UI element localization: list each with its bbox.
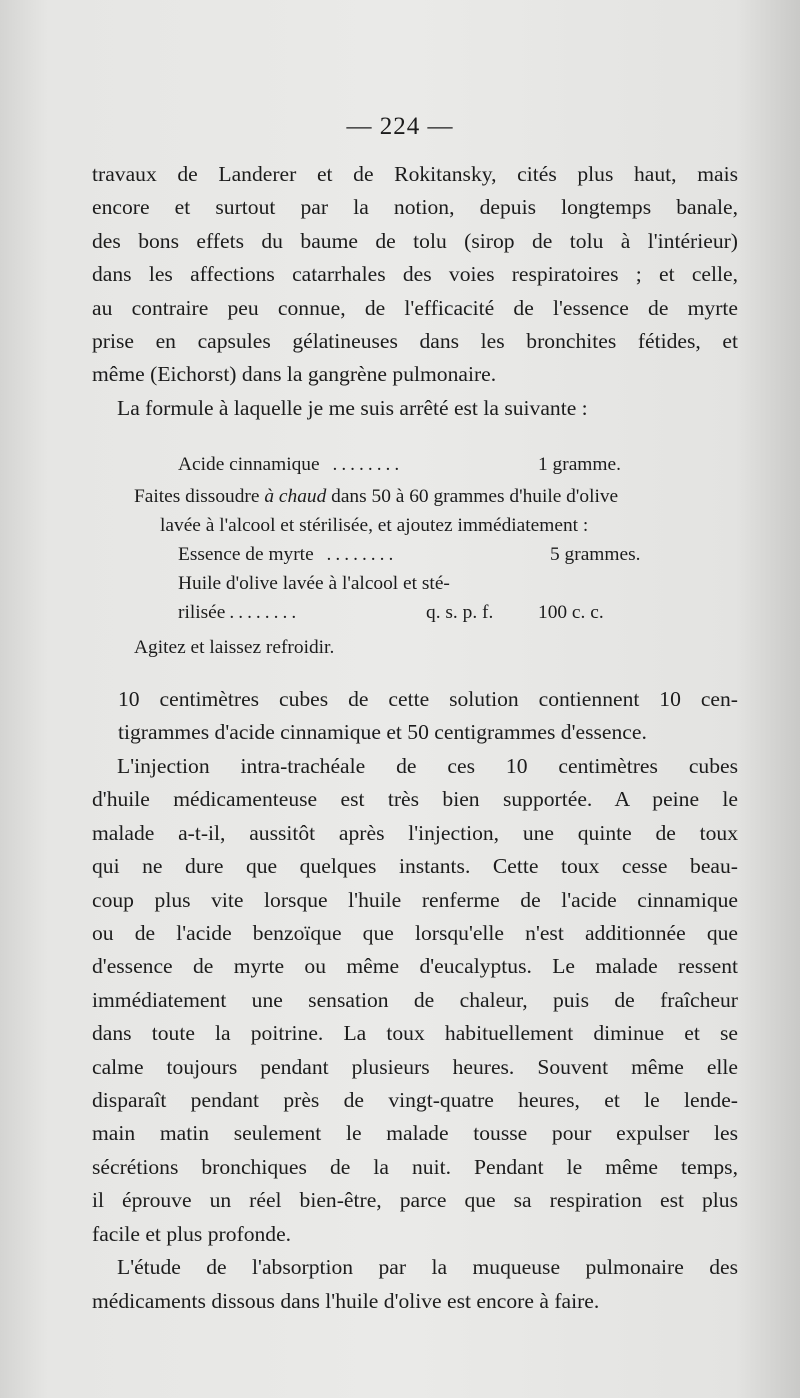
paragraph-4-line: coup plus vite lorsque l'huile renferme de l'acide cinnamique — [92, 887, 738, 912]
dissolve-text: dans 50 à 60 grammes d'huile d'olive — [326, 486, 619, 507]
paragraph-1-line: des bons effets du baume de tolu (sirop de tolu à l'intérieur) — [92, 228, 738, 253]
essence-label: Essence de myrte — [178, 544, 314, 565]
dissolve-line-1 — [134, 482, 618, 511]
paragraph-4-line: sécrétions bronchiques de la nuit. Pendant le même temps, — [92, 1154, 738, 1179]
huile-quantity: 100 c. c. — [538, 602, 604, 623]
huile-label: rilisée — [178, 602, 226, 623]
leader-dots: ........ — [229, 602, 301, 623]
paragraph-4-line: d'essence de myrte ou même d'eucalyptus. Le malade ressent — [92, 954, 738, 979]
paragraph-4-line: d'huile médicamenteuse est très bien supportée. A peine le — [92, 787, 738, 812]
essence-quantity: 5 grammes. — [550, 544, 641, 565]
paragraph-4-line: dans toute la poitrine. La toux habituellement diminue et se — [92, 1021, 738, 1046]
formula-essence-row — [178, 540, 397, 569]
paragraph-1-line: au contraire peu connue, de l'efficacité de l'essence de myrte — [92, 295, 738, 320]
paragraph-4-line: L'injection intra-trachéale de ces 10 centimètres cubes — [117, 754, 738, 778]
dissolve-line-2: lavée à l'alcool et stérilisée, et ajoutez immédiatement : — [160, 515, 589, 536]
paragraph-5-line: L'étude de l'absorption par la muqueuse pulmonaire des — [117, 1255, 738, 1280]
formula-acide-row — [178, 450, 403, 479]
paragraph-4-line: malade a-t-il, aussitôt après l'injection, une quinte de toux — [92, 820, 738, 845]
paragraph-4-line: ou de l'acide benzoïque que lorsqu'elle n'est additionnée que — [92, 921, 738, 946]
paragraph-4-line: disparaît pendant près de vingt-quatre heures, et le lende- — [92, 1088, 738, 1113]
paragraph-5-line: médicaments dissous dans l'huile d'olive est encore à faire. — [92, 1288, 600, 1313]
paragraph-4-line: il éprouve un réel bien-être, parce que sa respiration est plus — [92, 1188, 738, 1213]
paragraph-1-line: encore et surtout par la notion, depuis longtemps banale, — [92, 195, 738, 220]
leader-dots: ........ — [332, 454, 404, 475]
paragraph-4-line: calme toujours pendant plusieurs heures. Souvent même elle — [92, 1054, 738, 1079]
dissolve-text: Faites dissoudre — [134, 486, 265, 507]
paragraph-1-line: dans les affections catarrhales des voies respiratoires ; et celle, — [92, 262, 738, 287]
paragraph-4-line: facile et plus profonde. — [92, 1221, 292, 1246]
paragraph-2-line: La formule à laquelle je me suis arrêté est la suivante : — [117, 395, 588, 420]
agitez-line: Agitez et laissez refroidir. — [134, 637, 335, 658]
acide-label: Acide cinnamique — [178, 454, 320, 475]
huile-qsp: q. s. p. f. — [426, 602, 494, 623]
paragraph-4-line: main matin seulement le malade tousse pour expulser les — [92, 1121, 738, 1146]
text-block-upper — [92, 158, 738, 425]
paragraph-4-line: qui ne dure que quelques instants. Cette toux cesse beau- — [92, 854, 738, 879]
formula-huile-row — [178, 598, 300, 627]
text-block-lower — [118, 683, 738, 750]
paragraph-3-line: 10 centimètres cubes de cette solution contiennent 10 cen- — [118, 687, 738, 711]
paragraph-4-line: immédiatement une sensation de chaleur, puis de fraîcheur — [92, 987, 738, 1012]
text-block-main — [92, 750, 738, 1318]
dissolve-italic: à chaud — [264, 486, 327, 507]
page-number: — 224 — — [346, 113, 454, 140]
leader-dots: ........ — [326, 544, 398, 565]
paragraph-3-line: tigrammes d'acide cinnamique et 50 centigrammes d'essence. — [118, 720, 647, 745]
paragraph-1-line: même (Eichorst) dans la gangrène pulmonaire. — [92, 362, 497, 387]
paragraph-1-line: travaux de Landerer et de Rokitansky, cités plus haut, mais — [92, 162, 738, 186]
huile-line-1: Huile d'olive lavée à l'alcool et sté- — [178, 573, 450, 594]
acide-quantity: 1 gramme. — [538, 454, 621, 475]
paragraph-1-line: prise en capsules gélatineuses dans les bronchites fétides, et — [92, 329, 738, 354]
